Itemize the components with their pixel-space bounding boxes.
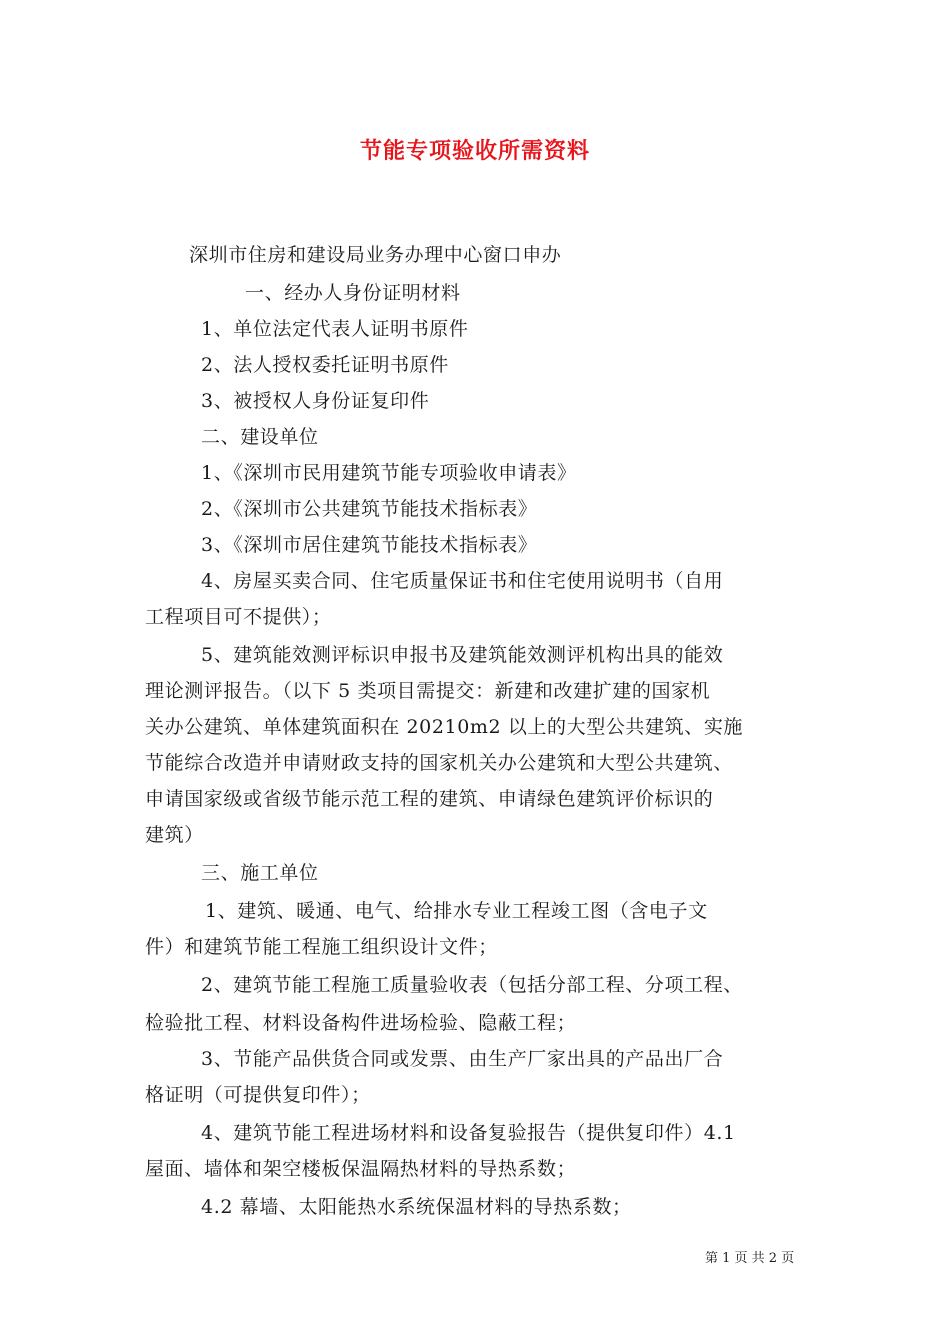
list-item: 5、建筑能效测评标识申报书及建筑能效测评机构出具的能效 <box>201 644 724 666</box>
list-item: 3、节能产品供货合同或发票、由生产厂家出具的产品出厂合 <box>201 1048 724 1070</box>
page-number: 第 1 页 共 2 页 <box>705 1251 795 1266</box>
list-item: 4、房屋买卖合同、住宅质量保证书和住宅使用说明书（自用 <box>201 570 724 592</box>
list-item: 4、建筑节能工程进场材料和设备复验报告（提供复印件）4.1 <box>201 1122 736 1144</box>
section-heading: 一、经办人身份证明材料 <box>245 282 461 304</box>
list-item: 1、《深圳市民用建筑节能专项验收申请表》 <box>201 462 577 484</box>
list-item-continuation: 格证明（可提供复印件）； <box>145 1084 371 1106</box>
list-item: 1、建筑、暖通、电气、给排水专业工程竣工图（含电子文 <box>205 900 708 922</box>
list-item: 3、被授权人身份证复印件 <box>201 390 430 412</box>
list-item-continuation: 工程项目可不提供）； <box>145 606 332 628</box>
list-item: 2、法人授权委托证明书原件 <box>201 354 449 376</box>
list-item: 2、建筑节能工程施工质量验收表（包括分部工程、分项工程、 <box>201 974 743 996</box>
list-item-continuation: 理论测评报告。（以下 5 类项目需提交：新建和改建扩建的国家机 <box>145 680 711 702</box>
document-title: 节能专项验收所需资料 <box>359 138 590 164</box>
list-item-continuation: 件）和建筑节能工程施工组织设计文件； <box>145 936 498 958</box>
list-item-continuation: 屋面、墙体和架空楼板保温隔热材料的导热系数； <box>145 1158 577 1180</box>
list-item: 1、单位法定代表人证明书原件 <box>201 318 469 340</box>
list-item-continuation: 申请国家级或省级节能示范工程的建筑、申请绿色建筑评价标识的 <box>145 788 714 810</box>
list-item-continuation: 关办公建筑、单体建筑面积在 20210m2 以上的大型公共建筑、实施 <box>145 716 744 738</box>
list-item-continuation: 节能综合改造并申请财政支持的国家机关办公建筑和大型公共建筑、 <box>145 752 734 774</box>
text-line: 深圳市住房和建设局业务办理中心窗口申办 <box>189 244 562 266</box>
list-item: 2、《深圳市公共建筑节能技术指标表》 <box>201 498 538 520</box>
list-item-continuation: 检验批工程、材料设备构件进场检验、隐蔽工程； <box>145 1012 577 1034</box>
list-item: 4.2 幕墙、太阳能热水系统保温材料的导热系数； <box>201 1196 632 1218</box>
section-heading: 三、施工单位 <box>201 862 319 884</box>
list-item: 3、《深圳市居住建筑节能技术指标表》 <box>201 534 538 556</box>
list-item-continuation: 建筑） <box>145 824 204 846</box>
section-heading: 二、建设单位 <box>201 426 319 448</box>
